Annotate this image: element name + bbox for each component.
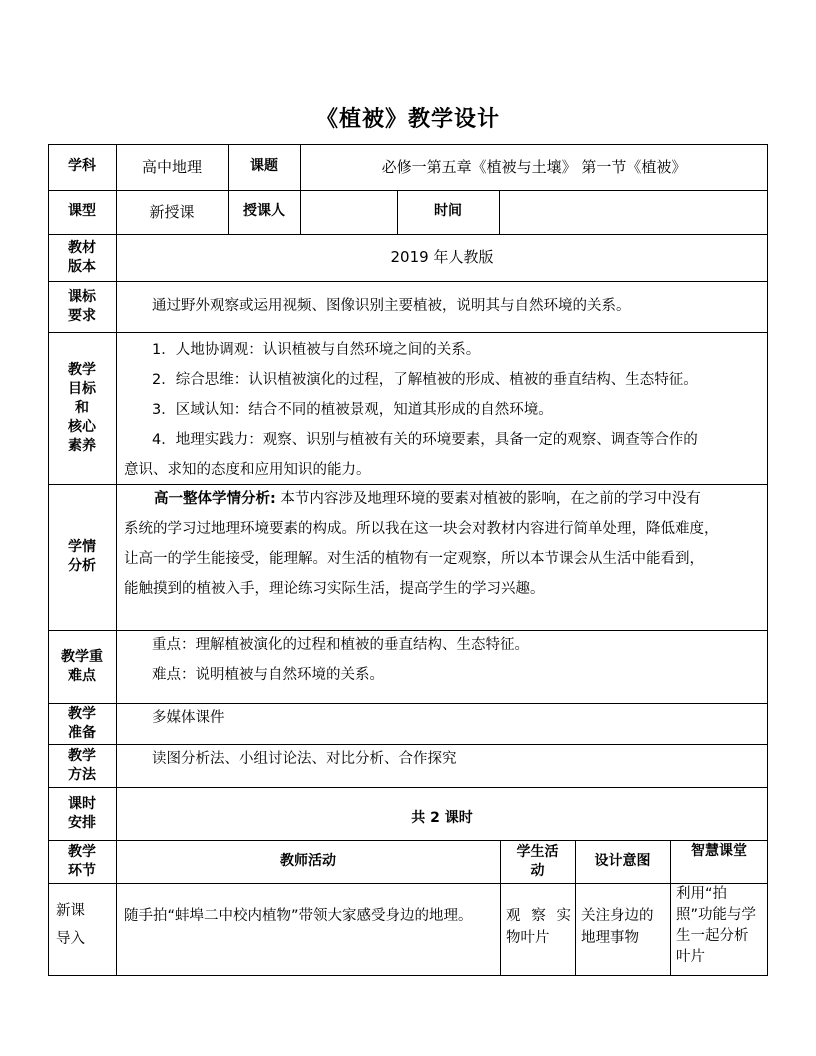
preparation-value: 多媒体课件 [152, 710, 225, 726]
process-stage: 新课 导入 [56, 903, 85, 947]
difficulty-point: 难点：说明植被与自然环境的关系。 [152, 667, 384, 683]
smart-class-header: 智慧课堂 [691, 843, 747, 859]
subject-label: 学科 [68, 158, 96, 175]
process-teacher-activity: 随手拍“蚌埠二中校内植物”带领大家感受身边的地理。 [124, 908, 473, 924]
schedule-value: 共 2 课时 [411, 809, 473, 826]
objective-item: 4．地理实践力：观察、识别与植被有关的环境要素，具备一定的观察、调查等合作的 [152, 432, 698, 448]
textbook-label: 教材 版本 [68, 239, 96, 275]
subject-value: 高中地理 [141, 157, 202, 176]
design-intent-header: 设计意图 [594, 852, 651, 869]
process-smart-class: 利用“拍照”功能与学生一起分析叶片 [676, 886, 757, 965]
lesson-plan-table [48, 144, 768, 976]
objective-item: 2．综合思维：认识植被演化的过程，了解植被的形成、植被的垂直结构、生态特征。 [152, 372, 698, 388]
teacher-label: 授课人 [243, 203, 285, 220]
textbook-value: 2019 年人教版 [390, 248, 494, 267]
process-design-intent: 关注身边的地理事物 [581, 908, 654, 946]
objective-item: 1．人地协调观：认识植被与自然环境之间的关系。 [152, 342, 481, 358]
standard-value: 通过野外观察或运用视频、图像识别主要植被，说明其与自然环境的关系。 [152, 298, 631, 315]
objectives-list [116, 332, 768, 484]
schedule-label: 课时 安排 [68, 795, 96, 831]
methods-value: 读图分析法、小组讨论法、对比分析、合作探究 [152, 751, 457, 767]
teacher-activity-header: 教师活动 [280, 852, 336, 869]
time-value [499, 190, 768, 234]
standard-label: 课标 要求 [68, 288, 96, 324]
type-label: 课型 [68, 203, 96, 220]
key-points-text [116, 630, 768, 703]
focus-point: 重点：理解植被演化的过程和植被的垂直结构、生态特征。 [152, 637, 529, 653]
topic-label: 课题 [250, 158, 278, 175]
objectives-label: 教学 目标 和 核心 素养 [68, 361, 96, 454]
analysis-text: 高一整体学情分析: 本节内容涉及地理环境的要素对植被的影响，在之前的学习中没有 系统的学习过地理环境要素的构成。所以我在这一块会对教材内容进行简单处理，降低难度， 让高一的学生能接受，能理解。对生活的植物有一定观察，所以本节课会从生活中能看到， 能触摸到的植被入手，理论练习实际生活，提高学生的学习兴趣。 [124, 491, 719, 597]
process-student-activity: 观 察 实物叶片 [506, 908, 571, 946]
key-points-label: 教学重 难点 [61, 648, 103, 684]
topic-value: 必修一第五章《植被与土壤》 第一节《植被》 [381, 157, 687, 176]
preparation-label: 教学 准备 [68, 705, 96, 741]
objective-item: 3．区域认知：结合不同的植被景观，知道其形成的自然环境。 [152, 402, 553, 418]
page-title: 《植被》教学设计 [315, 107, 500, 132]
type-value: 新授课 [149, 202, 195, 221]
analysis-label: 学情 分析 [68, 539, 96, 574]
time-label: 时间 [434, 203, 462, 220]
teacher-value [300, 190, 397, 234]
analysis-lead: 高一整体学情分析 [154, 491, 270, 507]
student-activity-header: 学生活 动 [516, 843, 559, 879]
stage-header: 教学 环节 [68, 843, 96, 879]
methods-label: 教学 方法 [68, 747, 96, 783]
objective-item: 意识、求知的态度和应用知识的能力。 [124, 462, 371, 478]
